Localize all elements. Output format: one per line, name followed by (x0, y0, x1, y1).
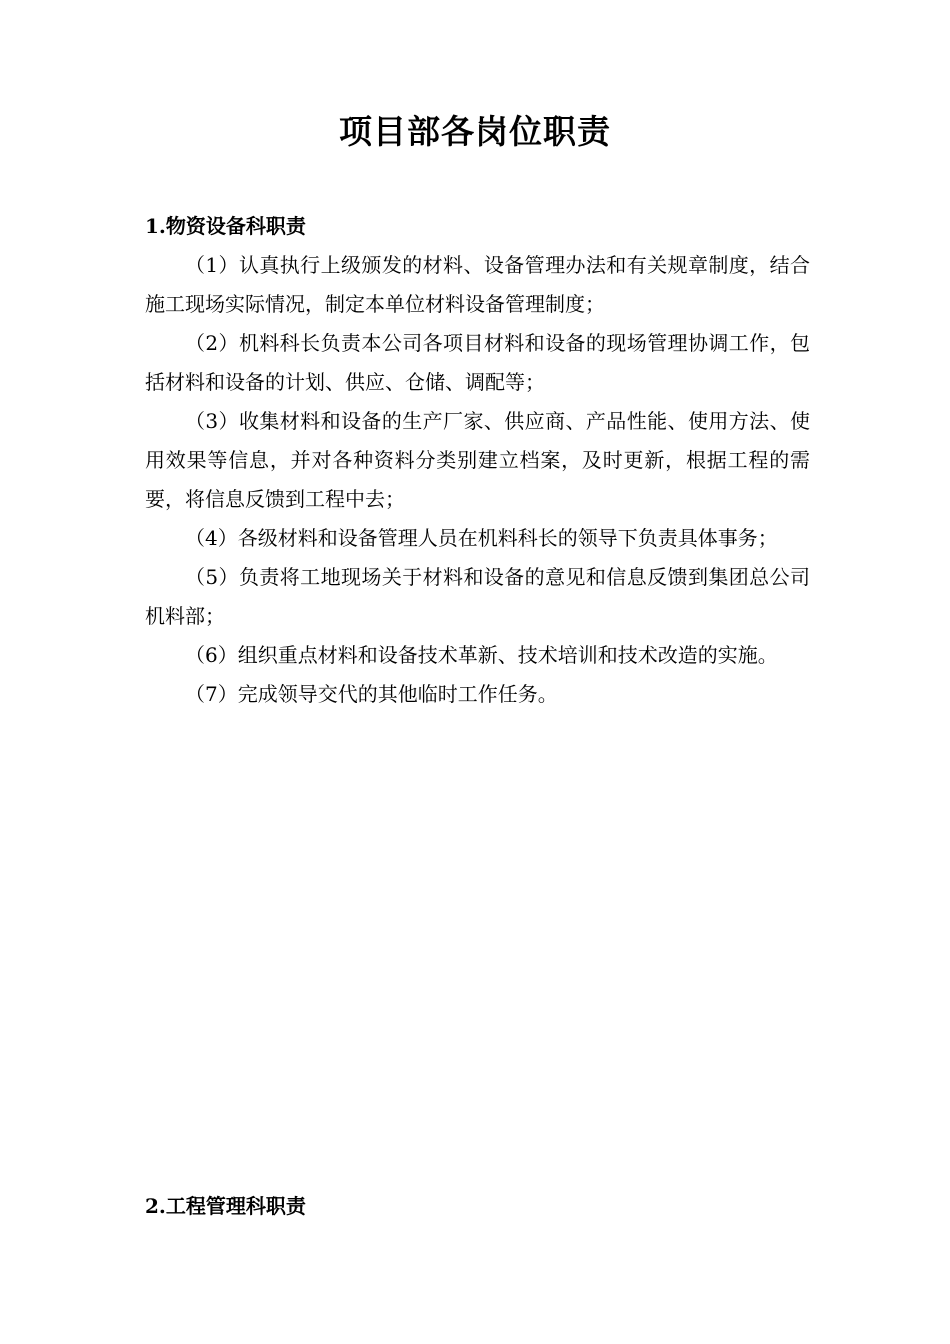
duty-item-1: （1）认真执行上级颁发的材料、设备管理办法和有关规章制度，结合施工现场实际情况，制定本单位材料设备管理制度； (145, 253, 810, 316)
page-title: 项目部各岗位职责 (339, 112, 611, 151)
duty-item-3: （3）收集材料和设备的生产厂家、供应商、产品性能、使用方法、使用效果等信息，并对各种资料分类别建立档案，及时更新，根据工程的需要，将信息反馈到工程中去； (145, 409, 810, 511)
section-body-materials-equipment (145, 246, 810, 714)
section-heading-engineering-management: 2.工程管理科职责 (145, 1194, 306, 1218)
duty-item-5: （5）负责将工地现场关于材料和设备的意见和信息反馈到集团总公司机料部； (145, 565, 810, 628)
duty-item-4: （4）各级材料和设备管理人员在机料科长的领导下负责具体事务； (185, 526, 778, 550)
duty-item-7: （7）完成领导交代的其他临时工作任务。 (185, 682, 558, 706)
section-heading-materials-equipment: 1.物资设备科职责 (145, 214, 306, 238)
duty-item-2: （2）机料科长负责本公司各项目材料和设备的现场管理协调工作，包括材料和设备的计划、供应、仓储、调配等； (145, 331, 810, 394)
duty-item-6: （6）组织重点材料和设备技术革新、技术培训和技术改造的实施。 (185, 643, 778, 667)
